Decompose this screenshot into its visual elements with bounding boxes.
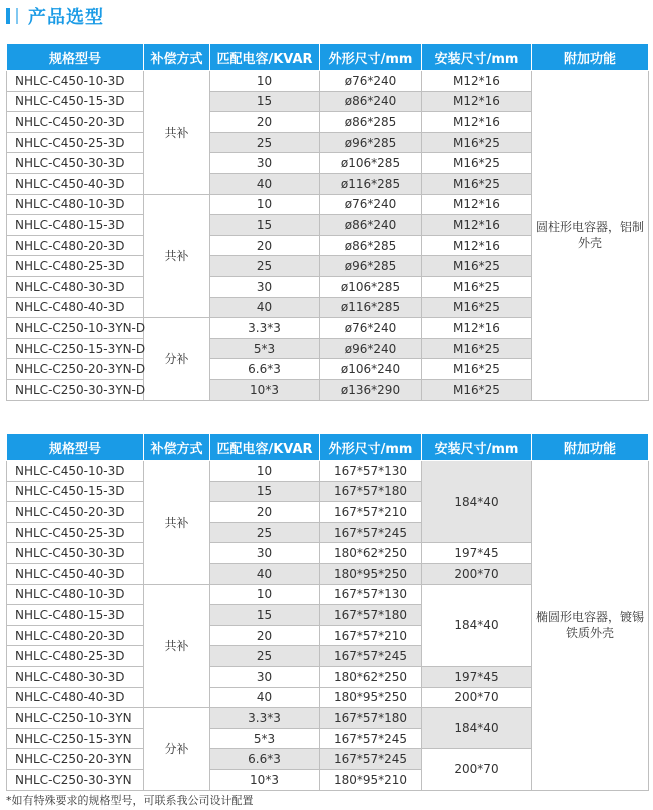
mount-cell: M12*16	[422, 215, 532, 236]
dimension-cell: 180*95*210	[320, 769, 422, 790]
header-compensation: 补偿方式	[144, 44, 210, 71]
dimension-cell: 167*57*245	[320, 522, 422, 543]
model-cell: NHLC-C450-30-3D	[7, 543, 144, 564]
dimension-cell: ø86*240	[320, 215, 422, 236]
mount-cell: 184*40	[422, 461, 532, 543]
dimension-cell: ø96*285	[320, 132, 422, 153]
model-cell: NHLC-C450-10-3D	[7, 461, 144, 482]
selection-table-cylindrical	[6, 43, 649, 401]
dimension-cell: 167*57*180	[320, 708, 422, 729]
table-header-row	[7, 44, 649, 71]
dimension-cell: ø116*285	[320, 297, 422, 318]
capacity-cell: 20	[210, 112, 320, 133]
dimension-cell: 167*57*245	[320, 749, 422, 770]
model-cell: NHLC-C480-10-3D	[7, 194, 144, 215]
capacity-cell: 10	[210, 194, 320, 215]
compensation-cell: 共补	[144, 71, 210, 195]
model-cell: NHLC-C450-40-3D	[7, 563, 144, 584]
header-function: 附加功能	[532, 434, 649, 461]
mount-cell: M12*16	[422, 71, 532, 92]
dimension-cell: 167*57*180	[320, 481, 422, 502]
mount-cell: M12*16	[422, 194, 532, 215]
model-cell: NHLC-C450-15-3D	[7, 91, 144, 112]
section-title	[6, 4, 104, 28]
mount-cell: M12*16	[422, 318, 532, 339]
dimension-cell: 167*57*130	[320, 584, 422, 605]
capacity-cell: 10	[210, 461, 320, 482]
capacity-cell: 40	[210, 297, 320, 318]
compensation-cell: 分补	[144, 318, 210, 400]
capacity-cell: 25	[210, 256, 320, 277]
model-cell: NHLC-C450-20-3D	[7, 112, 144, 133]
dimension-cell: ø86*240	[320, 91, 422, 112]
mount-cell: M16*25	[422, 359, 532, 380]
capacity-cell: 5*3	[210, 728, 320, 749]
header-capacity: 匹配电容/KVAR	[210, 44, 320, 71]
function-cell: 椭圆形电容器，镀锡铁质外壳	[532, 461, 649, 791]
table-row	[7, 461, 649, 482]
table-header-row	[7, 434, 649, 461]
dimension-cell: 180*62*250	[320, 543, 422, 564]
function-cell: 圆柱形电容器，铝制外壳	[532, 71, 649, 401]
capacity-cell: 25	[210, 132, 320, 153]
capacity-cell: 6.6*3	[210, 359, 320, 380]
table-row	[7, 71, 649, 92]
model-cell: NHLC-C480-40-3D	[7, 297, 144, 318]
model-cell: NHLC-C480-20-3D	[7, 235, 144, 256]
model-cell: NHLC-C480-15-3D	[7, 605, 144, 626]
header-mount: 安装尺寸/mm	[422, 44, 532, 71]
mount-cell: M12*16	[422, 112, 532, 133]
dimension-cell: 167*57*245	[320, 728, 422, 749]
model-cell: NHLC-C450-10-3D	[7, 71, 144, 92]
dimension-cell: ø136*290	[320, 379, 422, 400]
capacity-cell: 20	[210, 235, 320, 256]
dimension-cell: ø106*285	[320, 276, 422, 297]
capacity-cell: 30	[210, 543, 320, 564]
model-cell: NHLC-C480-15-3D	[7, 215, 144, 236]
capacity-cell: 25	[210, 646, 320, 667]
model-cell: NHLC-C250-15-3YN	[7, 728, 144, 749]
capacity-cell: 25	[210, 522, 320, 543]
mount-cell: M16*25	[422, 379, 532, 400]
dimension-cell: 167*57*210	[320, 625, 422, 646]
dimension-cell: 180*95*250	[320, 687, 422, 708]
compensation-cell: 共补	[144, 194, 210, 318]
mount-cell: M16*25	[422, 276, 532, 297]
model-cell: NHLC-C250-30-3YN-D	[7, 379, 144, 400]
mount-cell: 184*40	[422, 708, 532, 749]
capacity-cell: 3.3*3	[210, 318, 320, 339]
mount-cell: M16*25	[422, 338, 532, 359]
capacity-cell: 3.3*3	[210, 708, 320, 729]
model-cell: NHLC-C250-10-3YN	[7, 708, 144, 729]
dimension-cell: 180*95*250	[320, 563, 422, 584]
header-dimension: 外形尺寸/mm	[320, 434, 422, 461]
capacity-cell: 30	[210, 153, 320, 174]
mount-cell: 200*70	[422, 687, 532, 708]
header-model: 规格型号	[7, 44, 144, 71]
capacity-cell: 10	[210, 584, 320, 605]
model-cell: NHLC-C450-40-3D	[7, 173, 144, 194]
model-cell: NHLC-C250-10-3YN-D	[7, 318, 144, 339]
model-cell: NHLC-C480-30-3D	[7, 666, 144, 687]
capacity-cell: 10	[210, 71, 320, 92]
capacity-cell: 6.6*3	[210, 749, 320, 770]
capacity-cell: 40	[210, 563, 320, 584]
capacity-cell: 40	[210, 687, 320, 708]
dimension-cell: ø76*240	[320, 194, 422, 215]
dimension-cell: ø76*240	[320, 71, 422, 92]
model-cell: NHLC-C450-30-3D	[7, 153, 144, 174]
capacity-cell: 15	[210, 91, 320, 112]
header-compensation: 补偿方式	[144, 434, 210, 461]
header-capacity: 匹配电容/KVAR	[210, 434, 320, 461]
capacity-cell: 15	[210, 215, 320, 236]
mount-cell: M12*16	[422, 235, 532, 256]
model-cell: NHLC-C250-30-3YN	[7, 769, 144, 790]
capacity-cell: 15	[210, 605, 320, 626]
dimension-cell: ø86*285	[320, 112, 422, 133]
header-mount: 安装尺寸/mm	[422, 434, 532, 461]
dimension-cell: ø116*285	[320, 173, 422, 194]
capacity-cell: 40	[210, 173, 320, 194]
model-cell: NHLC-C250-20-3YN-D	[7, 359, 144, 380]
dimension-cell: ø86*285	[320, 235, 422, 256]
page-title: 产品选型	[28, 7, 104, 28]
mount-cell: M16*25	[422, 153, 532, 174]
capacity-cell: 20	[210, 502, 320, 523]
model-cell: NHLC-C480-40-3D	[7, 687, 144, 708]
capacity-cell: 30	[210, 276, 320, 297]
model-cell: NHLC-C450-20-3D	[7, 502, 144, 523]
mount-cell: M16*25	[422, 256, 532, 277]
title-accent-bar-thin	[16, 8, 18, 24]
model-cell: NHLC-C480-30-3D	[7, 276, 144, 297]
model-cell: NHLC-C450-25-3D	[7, 522, 144, 543]
header-dimension: 外形尺寸/mm	[320, 44, 422, 71]
header-model: 规格型号	[7, 434, 144, 461]
dimension-cell: 167*57*130	[320, 461, 422, 482]
compensation-cell: 分补	[144, 708, 210, 790]
model-cell: NHLC-C450-15-3D	[7, 481, 144, 502]
dimension-cell: 167*57*245	[320, 646, 422, 667]
model-cell: NHLC-C480-20-3D	[7, 625, 144, 646]
model-cell: NHLC-C250-20-3YN	[7, 749, 144, 770]
capacity-cell: 5*3	[210, 338, 320, 359]
capacity-cell: 10*3	[210, 379, 320, 400]
mount-cell: M12*16	[422, 91, 532, 112]
mount-cell: M16*25	[422, 297, 532, 318]
model-cell: NHLC-C450-25-3D	[7, 132, 144, 153]
mount-cell: 200*70	[422, 749, 532, 790]
footnote: *如有特殊要求的规格型号，可联系我公司设计配置	[6, 794, 254, 807]
model-cell: NHLC-C250-15-3YN-D	[7, 338, 144, 359]
dimension-cell: 180*62*250	[320, 666, 422, 687]
dimension-cell: ø106*240	[320, 359, 422, 380]
capacity-cell: 10*3	[210, 769, 320, 790]
mount-cell: 197*45	[422, 543, 532, 564]
dimension-cell: 167*57*180	[320, 605, 422, 626]
model-cell: NHLC-C480-25-3D	[7, 256, 144, 277]
capacity-cell: 15	[210, 481, 320, 502]
dimension-cell: 167*57*210	[320, 502, 422, 523]
mount-cell: M16*25	[422, 132, 532, 153]
dimension-cell: ø96*285	[320, 256, 422, 277]
capacity-cell: 30	[210, 666, 320, 687]
mount-cell: 200*70	[422, 563, 532, 584]
compensation-cell: 共补	[144, 461, 210, 585]
dimension-cell: ø96*240	[320, 338, 422, 359]
mount-cell: M16*25	[422, 173, 532, 194]
model-cell: NHLC-C480-10-3D	[7, 584, 144, 605]
capacity-cell: 20	[210, 625, 320, 646]
mount-cell: 197*45	[422, 666, 532, 687]
header-function: 附加功能	[532, 44, 649, 71]
title-accent-bar	[6, 8, 10, 24]
model-cell: NHLC-C480-25-3D	[7, 646, 144, 667]
dimension-cell: ø106*285	[320, 153, 422, 174]
mount-cell: 184*40	[422, 584, 532, 666]
selection-table-oval	[6, 433, 649, 791]
compensation-cell: 共补	[144, 584, 210, 708]
dimension-cell: ø76*240	[320, 318, 422, 339]
